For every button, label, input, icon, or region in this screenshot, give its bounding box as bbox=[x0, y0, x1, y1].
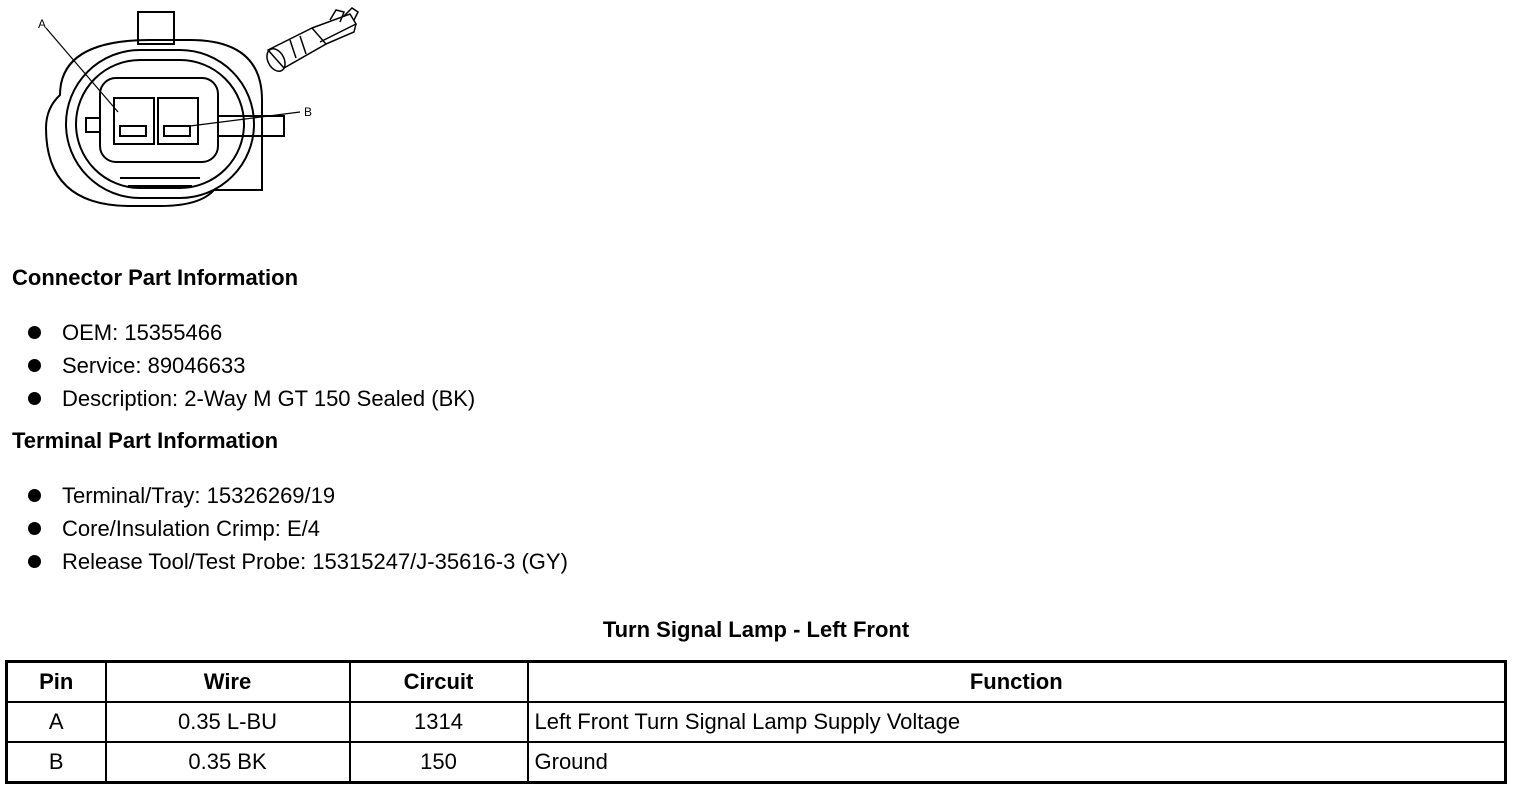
column-header-wire: Wire bbox=[106, 662, 350, 703]
connector-info-list bbox=[28, 316, 475, 415]
release-tool-text: Release Tool/Test Probe: 15315247/J-35616-3 (GY) bbox=[62, 549, 568, 574]
list-item bbox=[28, 316, 475, 349]
function-cell: Ground bbox=[528, 742, 1506, 783]
pinout-table bbox=[5, 660, 1507, 784]
wire-cell: 0.35 L-BU bbox=[106, 702, 350, 742]
table-header-row bbox=[7, 662, 1506, 703]
list-item bbox=[28, 512, 568, 545]
terminal-tray-text: Terminal/Tray: 15326269/19 bbox=[62, 483, 336, 508]
list-item bbox=[28, 382, 475, 415]
column-header-pin: Pin bbox=[7, 662, 106, 703]
list-item bbox=[28, 349, 475, 382]
pin-cell: B bbox=[7, 742, 106, 783]
crimp-text: Core/Insulation Crimp: E/4 bbox=[62, 516, 320, 541]
callout-b-label: B bbox=[304, 105, 313, 119]
circuit-cell: 150 bbox=[350, 742, 528, 783]
bullet-icon bbox=[28, 326, 41, 339]
column-header-function: Function bbox=[528, 662, 1506, 703]
terminal-info-heading: Terminal Part Information bbox=[12, 428, 279, 453]
bullet-icon bbox=[28, 522, 41, 535]
bullet-icon bbox=[28, 359, 41, 372]
circuit-cell: 1314 bbox=[350, 702, 528, 742]
connector-diagram bbox=[0, 0, 380, 220]
bullet-icon bbox=[28, 555, 41, 568]
terminal-sketch bbox=[263, 8, 358, 74]
list-item bbox=[28, 479, 568, 512]
bullet-icon bbox=[28, 392, 41, 405]
connector-oem-text: OEM: 15355466 bbox=[62, 320, 223, 345]
list-item bbox=[28, 545, 568, 578]
table-title: Turn Signal Lamp - Left Front bbox=[602, 617, 910, 642]
function-cell: Left Front Turn Signal Lamp Supply Voltage bbox=[528, 702, 1506, 742]
connector-service-text: Service: 89046633 bbox=[62, 353, 246, 378]
wire-cell: 0.35 BK bbox=[106, 742, 350, 783]
connector-face-drawing bbox=[0, 0, 380, 220]
bullet-icon bbox=[28, 489, 41, 502]
terminal-info-list bbox=[28, 479, 568, 578]
table-row bbox=[7, 742, 1506, 783]
connector-description-text: Description: 2-Way M GT 150 Sealed (BK) bbox=[62, 386, 476, 411]
table-row bbox=[7, 702, 1506, 742]
connector-info-heading: Connector Part Information bbox=[12, 265, 299, 290]
callout-a-label: A bbox=[38, 17, 47, 31]
pin-cell: A bbox=[7, 702, 106, 742]
column-header-circuit: Circuit bbox=[350, 662, 528, 703]
